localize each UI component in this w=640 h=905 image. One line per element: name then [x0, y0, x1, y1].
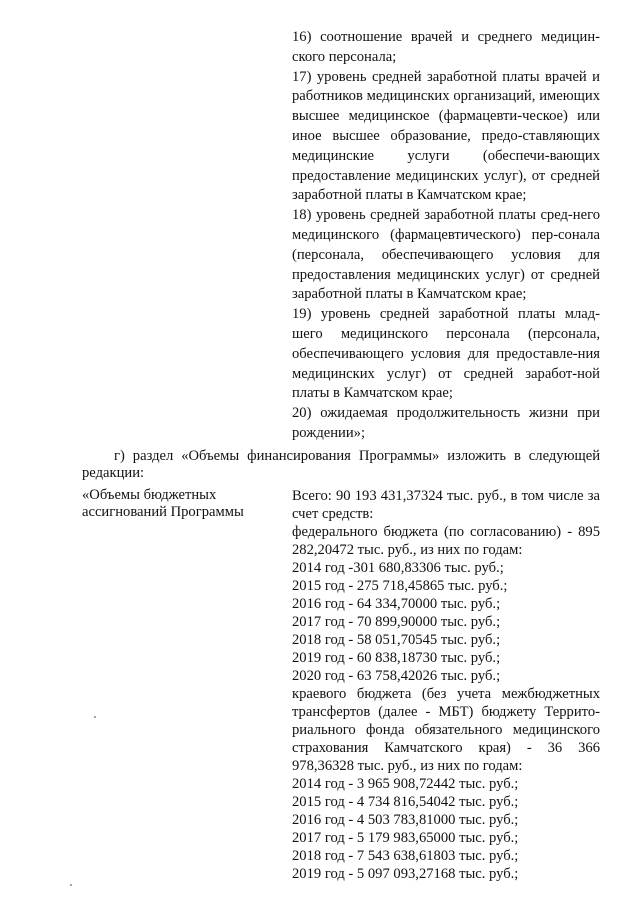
section-intro-paragraph — [82, 448, 600, 482]
scan-speck — [70, 884, 72, 886]
scan-speck — [94, 716, 96, 718]
regional-year-2014: 2014 год - 3 965 908,72442 тыс. руб.; — [292, 776, 519, 792]
section-intro-text: г) раздел «Объемы финансирования Программы» изложить в следующей редакции: — [82, 448, 600, 481]
funding-details — [292, 487, 600, 883]
federal-year-2014: 2014 год -301 680,83306 тыс. руб.; — [292, 560, 504, 576]
list-item-20: 20) ожидаемая продолжительность жизни при рождении»; — [292, 405, 600, 441]
regional-year-2018: 2018 год - 7 543 638,61803 тыс. руб.; — [292, 848, 519, 864]
regional-budget-header: краевого бюджета (без учета межбюджетных трансфертов (далее - МБТ) бюджету Террито-риального фонда обязательного медицинского страхования Камчатского края) - 36 366 978,36328 тыс. руб., из них по годам: — [292, 686, 600, 774]
federal-year-2015: 2015 год - 275 718,45865 тыс. руб.; — [292, 578, 508, 594]
federal-year-2020: 2020 год - 63 758,42026 тыс. руб.; — [292, 668, 501, 684]
regional-year-2015: 2015 год - 4 734 816,54042 тыс. руб.; — [292, 794, 519, 810]
list-item-18: 18) уровень средней заработной платы сред-него медицинского (фармацевтического) пер-сонала (персонала, обеспечивающего условия для предоставления медицинских услуг) от средней заработной платы в Камчатском крае; — [292, 207, 600, 303]
regional-year-2017: 2017 год - 5 179 983,65000 тыс. руб.; — [292, 830, 519, 846]
federal-year-2016: 2016 год - 64 334,70000 тыс. руб.; — [292, 596, 501, 612]
funding-total: Всего: 90 193 431,37324 тыс. руб., в том числе за счет средств: — [292, 488, 600, 522]
list-item-19: 19) уровень средней заработной платы млад-шего медицинского персонала (персонала, обеспечивающего условия для предоставле-ния медицинских услуг) от средней заработ-ной платы в Камчатском крае; — [292, 306, 600, 402]
federal-budget-header: федерального бюджета (по согласованию) - 895 282,20472 тыс. руб., из них по годам: — [292, 524, 600, 558]
federal-year-2017: 2017 год - 70 899,90000 тыс. руб.; — [292, 614, 501, 630]
federal-year-2018: 2018 год - 58 051,70545 тыс. руб.; — [292, 632, 501, 648]
list-item-17: 17) уровень средней заработной платы врачей и работников медицинских организаций, имеющих высшее медицинское (фармацевти-ческое) или иное высшее образование, предо-ставляющих медицинские услуги (обеспечи-вающих предоставление медицинских услуг), от средней заработной платы в Камчатском крае; — [292, 68, 600, 204]
regional-year-2016: 2016 год - 4 503 783,81000 тыс. руб.; — [292, 812, 519, 828]
list-item-16: 16) соотношение врачей и среднего медицин-ского персонала; — [292, 29, 600, 65]
funding-label-line1: «Объемы бюджетных — [82, 487, 217, 503]
funding-label-line2: ассигнований Программы — [82, 504, 244, 520]
funding-label — [82, 487, 272, 521]
indicator-list — [292, 28, 600, 444]
regional-year-2019: 2019 год - 5 097 093,27168 тыс. руб.; — [292, 866, 519, 882]
federal-year-2019: 2019 год - 60 838,18730 тыс. руб.; — [292, 650, 501, 666]
